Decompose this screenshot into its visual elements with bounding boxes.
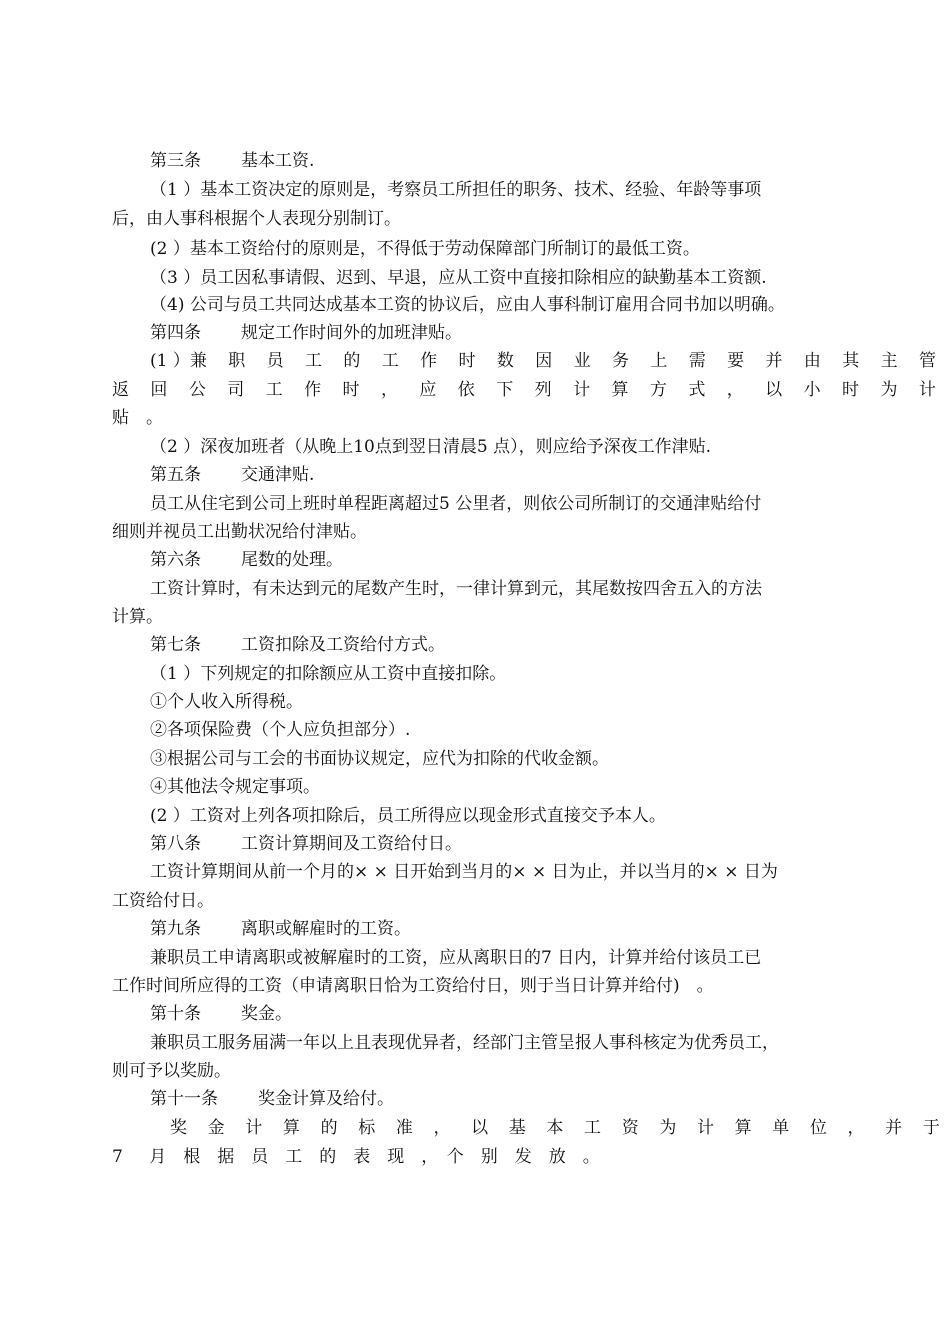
paragraph-line: 细则并视员工出勤状况给付津贴。 (112, 522, 367, 542)
article-number: 第十条 (150, 1004, 201, 1024)
spaced-character: ， (726, 380, 744, 400)
spaced-character: 需 (688, 351, 706, 371)
spaced-character: 下 (496, 380, 514, 400)
paragraph-line: 则可予以奖励。 (112, 1061, 231, 1081)
paragraph-line: （3 ）员工因私事请假、迟到、早退，应从工资中直接扣除相应的缺勤基本工资额. (150, 268, 767, 288)
article-4-heading (150, 322, 462, 344)
article-3-heading (150, 150, 314, 172)
spaced-character: 小 (803, 380, 821, 400)
spaced-character: 时 (458, 351, 476, 371)
list-item: ②各项保险费（个人应负担部分）. (150, 720, 411, 740)
spaced-character: 工 (304, 351, 322, 371)
spaced-character: 工 (584, 1118, 602, 1138)
spaced-character: 计 (245, 1118, 263, 1138)
paragraph-line: 工作时间所应得的工资（申请离职日恰为工资给付日，则于当日计算并给付) 。 (112, 976, 714, 996)
article-5-heading (150, 464, 314, 486)
spaced-character: 算 (734, 1118, 752, 1138)
list-item: ①个人收入所得税。 (150, 692, 303, 712)
paragraph-line: 贴 。 (112, 408, 163, 428)
justified-line (112, 379, 936, 401)
spaced-character: 业 (573, 351, 591, 371)
spaced-character: 单 (772, 1118, 790, 1138)
spaced-character: 依 (457, 380, 475, 400)
paragraph-line: 工资计算时，有未达到元的尾数产生时，一律计算到元，其尾数按四舍五入的方法 (150, 579, 762, 599)
article-number: 第六条 (150, 550, 201, 570)
spaced-character: 的 (320, 1118, 338, 1138)
spaced-character: 职 (228, 351, 246, 371)
article-10-heading (150, 1003, 292, 1025)
justified-line (170, 1117, 940, 1139)
spaced-character: 时 (342, 380, 360, 400)
article-number: 第七条 (150, 635, 201, 655)
paragraph-line: （1 ）下列规定的扣除额应从工资中直接扣除。 (150, 664, 507, 684)
paragraph-line: 7 月 根 据 员 工 的 表 现 ， 个 别 发 放 。 (112, 1147, 600, 1167)
spaced-character: 为 (880, 380, 898, 400)
spaced-character: 奖 (170, 1118, 187, 1138)
article-title: 工资扣除及工资给付方式。 (241, 635, 445, 655)
paragraph-line: （1 ）基本工资决定的原则是，考察员工所担任的职务、技术、经验、年龄等事项 (150, 180, 762, 200)
spaced-character: 标 (358, 1118, 376, 1138)
spaced-character: 员 (266, 351, 284, 371)
spaced-character: 算 (611, 380, 629, 400)
spaced-character: 式 (688, 380, 706, 400)
paragraph-line: 兼职员工服务届满一年以上且表现优异者，经部门主管呈报人事科核定为优秀员工， (150, 1033, 779, 1053)
article-title: 奖金。 (241, 1004, 292, 1024)
paragraph-line: （4) 公司与员工共同达成基本工资的协议后，应由人事科制订雇用合同书加以明确。 (150, 295, 785, 315)
article-number: 第五条 (150, 465, 201, 485)
paragraph-line: 计算。 (112, 607, 163, 627)
article-title: 工资计算期间及工资给付日。 (241, 834, 462, 854)
spaced-character: 准 (395, 1118, 413, 1138)
article-title: 交通津贴. (241, 465, 315, 485)
spaced-character: 以 (471, 1118, 489, 1138)
paragraph-line: 后，由人事科根据个人表现分别制订。 (112, 209, 401, 229)
article-title: 规定工作时间外的加班津贴。 (241, 323, 462, 343)
paragraph-line: 兼职员工申请离职或被解雇时的工资，应从离职日的7 日内，计算并给付该员工已 (150, 948, 762, 968)
spaced-character: 算 (282, 1118, 300, 1138)
article-6-heading (150, 549, 343, 571)
article-title: 尾数的处理。 (241, 550, 343, 570)
paragraph-line: (2 ）基本工资给付的原则是，不得低于劳动保障部门所制订的最低工资。 (150, 239, 700, 259)
spaced-character: 要 (727, 351, 745, 371)
spaced-character: 本 (546, 1118, 564, 1138)
article-11-heading (150, 1088, 394, 1110)
article-number: 第九条 (150, 919, 201, 939)
spaced-character: 位 (809, 1118, 827, 1138)
paragraph-line: (2 ）工资对上列各项扣除后，员工所得应以现金形式直接交予本人。 (150, 806, 666, 826)
article-number: 第八条 (150, 834, 201, 854)
spaced-character: 基 (508, 1118, 526, 1138)
spaced-character: 上 (650, 351, 668, 371)
spaced-character: 计 (918, 380, 936, 400)
article-8-heading (150, 833, 462, 855)
spaced-character: 工 (381, 351, 399, 371)
spaced-character: 务 (611, 351, 629, 371)
spaced-character: (1 ）兼 (150, 351, 207, 371)
spaced-character: 时 (842, 380, 860, 400)
spaced-character: 其 (842, 351, 860, 371)
spaced-character: 数 (496, 351, 514, 371)
justified-line (150, 350, 936, 372)
list-item: ④其他法令规定事项。 (150, 777, 320, 797)
spaced-character: 因 (535, 351, 553, 371)
article-7-heading (150, 634, 445, 656)
spaced-character: 以 (765, 380, 783, 400)
spaced-character: 回 (150, 380, 168, 400)
article-number: 第十一条 (150, 1089, 218, 1109)
spaced-character: ， (433, 1118, 451, 1138)
spaced-character: 并 (765, 351, 783, 371)
spaced-character: 的 (343, 351, 361, 371)
article-title: 离职或解雇时的工资。 (241, 919, 411, 939)
article-9-heading (150, 918, 411, 940)
list-item: ③根据公司与工会的书面协议规定，应代为扣除的代收金额。 (150, 749, 609, 769)
spaced-character: 司 (227, 380, 245, 400)
spaced-character: 方 (649, 380, 667, 400)
spaced-character: 公 (188, 380, 206, 400)
spaced-character: 于 (922, 1118, 940, 1138)
spaced-character: 作 (420, 351, 438, 371)
article-title: 基本工资. (241, 151, 315, 171)
spaced-character: 计 (573, 380, 591, 400)
spaced-character: 由 (803, 351, 821, 371)
spaced-character: 返 (112, 380, 129, 400)
spaced-character: ， (380, 380, 398, 400)
spaced-character: 计 (696, 1118, 714, 1138)
spaced-character: 列 (534, 380, 552, 400)
paragraph-line: 工资给付日。 (112, 891, 214, 911)
paragraph-line: 工资计算期间从前一个月的× × 日开始到当月的× × 日为止，并以当月的× × 日为 (150, 862, 778, 882)
spaced-character: 金 (207, 1118, 225, 1138)
spaced-character: 管 (918, 351, 936, 371)
spaced-character: ， (847, 1118, 865, 1138)
spaced-character: 资 (621, 1118, 639, 1138)
article-title: 奖金计算及给付。 (258, 1089, 394, 1109)
article-number: 第三条 (150, 151, 201, 171)
spaced-character: 主 (880, 351, 898, 371)
spaced-character: 工 (265, 380, 283, 400)
paragraph-line: （2 ）深夜加班者（从晚上10点到翌日清晨5 点），则应给予深夜工作津贴. (150, 437, 711, 457)
spaced-character: 作 (304, 380, 322, 400)
paragraph-line: 员工从住宅到公司上班时单程距离超过5 公里者，则依公司所制订的交通津贴给付 (150, 494, 762, 514)
spaced-character: 应 (419, 380, 437, 400)
spaced-character: 并 (885, 1118, 903, 1138)
spaced-character: 为 (659, 1118, 677, 1138)
article-number: 第四条 (150, 323, 201, 343)
